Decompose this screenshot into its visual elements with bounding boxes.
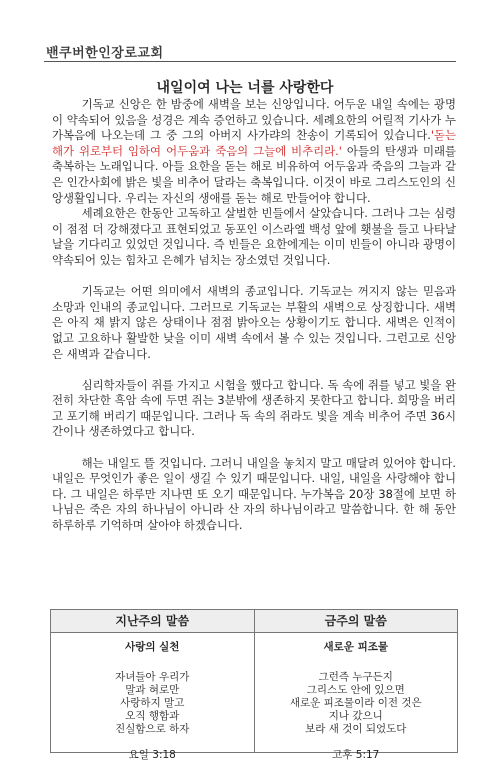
- this-week-title: 새로운 피조물: [323, 641, 388, 653]
- verse-line: 그런즉 누구든지: [318, 671, 393, 683]
- last-week-verse: [51, 610, 255, 761]
- verse-line: 지나 갔으니: [328, 710, 383, 722]
- verse-line: 그리스도 안에 있으면: [306, 684, 405, 696]
- verse-line: 오직 행함과: [125, 710, 180, 722]
- paragraph-3: 기독교는 어떤 의미에서 새벽의 종교입니다. 기독교는 꺼지지 않는 믿음과 소망과 인내의 종교입니다. 그러므로 기독교는 부활의 새벽으로 상징합니다. 새벽은 아직 채 밝지 않은 상태이나 점점 밝아오는 상황이기도 합니다. 새벽은 인적이 없고 고요하나 활발한 낮을 이미 새벽 속에서 볼 수 있는 것입니다. 그런고로 신앙은 새벽과 같습니다.: [52, 284, 456, 361]
- paragraph-2: 세례요한은 한동안 고독하고 살벌한 빈들에서 살았습니다. 그러나 그는 심령이 점점 더 강해졌다고 표현되었고 동포인 이스라엘 백성 앞에 횃불을 들고 나타날 날을 기다리고 있었던 것입니다. 즉 빈들은 요한에게는 이미 빈들이 아니라 광명이 약속되어 있는 힘차고 은혜가 넘치는 장소였던 것입니다.: [52, 206, 456, 267]
- this-week-heading: 금주의 말씀: [255, 610, 458, 633]
- header-divider: [44, 61, 456, 62]
- paragraph-1-rest: 아들의 탄생과 미래를 축복하는 노래입니다. 아들 요한을 돋는 해로 비유하여 어두움과 죽음의 그늘과 같은 인간사회에 밝은 빛을 비추어 달라는 축복입니다. 이것이 바로 그리스도인의 신앙생활입니다. 우리는 자신의 생애를 돋는 해로 만들어야 합니다.: [52, 143, 456, 205]
- verse-line: 사랑하지 말고: [120, 697, 185, 709]
- verse-line: 말과 혀로만: [125, 684, 180, 696]
- verse-line: 자녀들아 우리가: [115, 671, 190, 683]
- last-week-title: 사랑의 실천: [125, 641, 180, 653]
- last-week-reference: 요일 3:18: [128, 749, 176, 761]
- paragraph-1: [52, 97, 456, 206]
- church-name: 밴쿠버한인장로교회: [46, 46, 164, 61]
- this-week-verse: [255, 610, 458, 761]
- verse-line: 보라 새 것이 되었도다: [305, 723, 407, 735]
- paragraph-4: 심리학자들이 쥐를 가지고 시험을 했다고 합니다. 독 속에 쥐를 넣고 빛을 완전히 차단한 흑암 속에 두면 쥐는 3분밖에 생존하지 못한다고 합니다. 희망을 버리고 포기해 버리기 때문입니다. 그러나 독 속의 쥐라도 빛을 계속 비추어 주면 36시간이나 생존하였다고 합니다.: [52, 377, 456, 439]
- article-title: 내일이여 나는 너를 사랑한다: [156, 80, 334, 96]
- last-week-heading: 지난주의 말씀: [51, 610, 254, 633]
- paragraph-1-intro: 기독교 신앙은 한 밤중에 새벽을 보는 신앙입니다. 어두운 내일 속에는 광명이 약속되어 있음을 성경은 계속 증언하고 있습니다. 세례요한의 어릴적 기사가 누가복음에 나오는데 그 중 그의 아버지 사가랴의 찬송이 기록되어 있습니다.: [52, 97, 456, 143]
- verse-line: 진실함으로 하자: [115, 723, 190, 735]
- verse-line: 새로운 피조물이라 이전 것은: [289, 697, 422, 709]
- last-week-verse-text: [51, 671, 254, 736]
- weekly-verses-box: [50, 609, 458, 761]
- paragraph-5: 해는 내일도 뜰 것입니다. 그러니 내일을 놓치지 말고 매달려 있어야 합니다. 내일은 무엇인가 좋은 일이 생길 수 있기 때문입니다. 내일, 내일을 사랑해야 합니다. 그 내일은 하루만 지나면 또 오기 때문입니다. 누가복음 20장 38절에 보면 하나님은 죽은 자의 하나님이 아니라 산 자의 하나님이라고 말씀합니다. 한 해 동안 하루하루 기억하며 살아야 하겠습니다.: [52, 455, 456, 533]
- this-week-verse-text: [255, 671, 458, 736]
- article-body: [52, 97, 456, 534]
- quoted-verse: '돋는 해가 위로부터 임하여 어두움과 죽음의 그늘에 비추리라.': [52, 128, 456, 158]
- this-week-reference: 고후 5:17: [332, 749, 380, 761]
